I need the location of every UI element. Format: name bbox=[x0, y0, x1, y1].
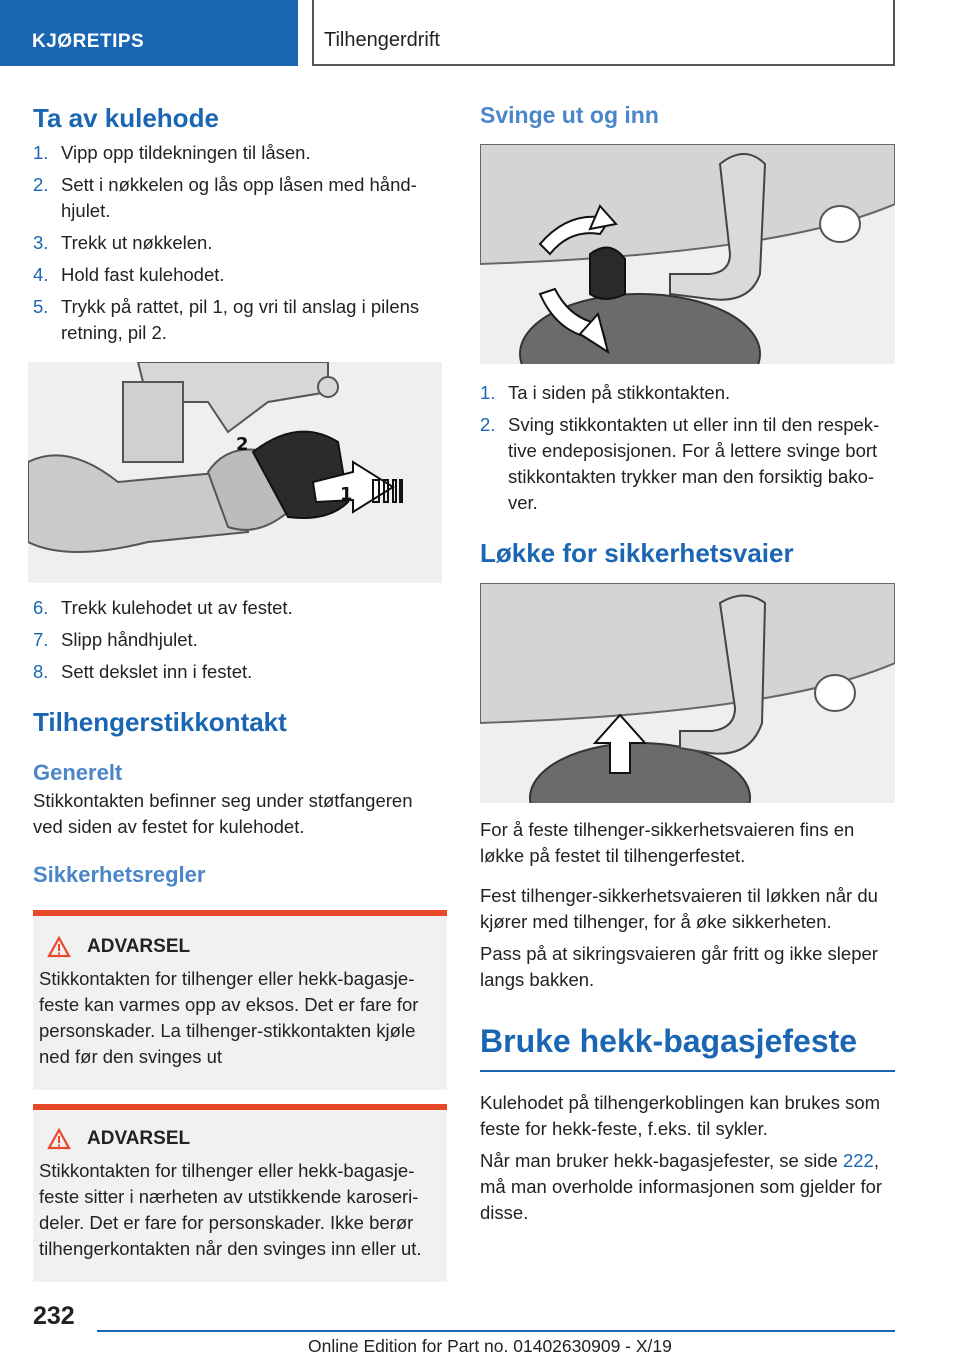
socket-heading: Tilhengerstikkontakt bbox=[33, 707, 287, 737]
loop-paragraph-1: For å feste tilhenger-sikkerhetsvaieren fins en løkke på festet til tilhengerfestet. bbox=[480, 819, 855, 866]
ballhead-illustration bbox=[28, 362, 442, 583]
step-item bbox=[480, 412, 895, 516]
warning-box-2 bbox=[33, 1104, 447, 1282]
loop-heading: Løkke for sikkerhetsvaier bbox=[480, 538, 794, 568]
step-item bbox=[33, 262, 447, 288]
arrow-1-label: 1 bbox=[340, 484, 353, 505]
step-number: 1. bbox=[480, 382, 496, 403]
arrow-2-label: 2 bbox=[236, 434, 249, 455]
socket-swing-illustration bbox=[480, 144, 895, 364]
step-number: 3. bbox=[33, 232, 49, 253]
loop-paragraph-2: Fest tilhenger-sikkerhetsvaieren til løkken når du kjører med tilhenger, for å øke sikkerheten. bbox=[480, 885, 878, 932]
step-text: Trekk kulehodet ut av festet. bbox=[61, 597, 293, 618]
rack-paragraph-2 bbox=[480, 1148, 895, 1226]
right-column bbox=[480, 100, 895, 1226]
warning-title: ADVARSEL bbox=[87, 1128, 191, 1149]
step-number: 5. bbox=[33, 296, 49, 317]
step-item bbox=[33, 230, 447, 256]
step-text: Sett dekslet inn i festet. bbox=[61, 661, 253, 682]
step-item bbox=[33, 627, 447, 653]
left-column bbox=[33, 100, 447, 1282]
loop-paragraph-3: Pass på at sikringsvaieren går fritt og ikke sleper langs bakken. bbox=[480, 943, 878, 990]
warning-text: Stikkontakten for tilhenger eller hekk-bagasjefeste sitter i nærheten av utstikkende karoserideler. Det er fare for personskader. Ikke berør tilhengerkontakten når den svinges inn eller ut. bbox=[39, 1160, 422, 1259]
remove-steps-list-cont bbox=[33, 595, 447, 685]
swing-heading: Svinge ut og inn bbox=[480, 102, 659, 128]
page-number: 232 bbox=[33, 1302, 75, 1330]
remove-steps-list bbox=[33, 140, 447, 346]
step-item bbox=[33, 140, 447, 166]
safety-loop-illustration bbox=[480, 583, 895, 803]
step-text: Trekk ut nøkkelen. bbox=[61, 232, 213, 253]
step-number: 6. bbox=[33, 597, 49, 618]
footer-edition: Online Edition for Part no. 01402630909 - X/19 bbox=[308, 1336, 672, 1356]
general-text: Stikkontakten befinner seg under støtfangeren ved siden av festet for kulehodet. bbox=[33, 790, 413, 837]
step-number: 2. bbox=[480, 414, 496, 435]
step-text: Vipp opp tildekningen til låsen. bbox=[61, 142, 311, 163]
step-text: Slipp håndhjulet. bbox=[61, 629, 198, 650]
step-number: 2. bbox=[33, 174, 49, 195]
step-text: Ta i siden på stikkontakten. bbox=[508, 382, 731, 403]
step-text: Sett i nøkkelen og lås opp låsen med håndhjulet. bbox=[61, 174, 417, 221]
warning-text: Stikkontakten for tilhenger eller hekk-bagasjefeste kan varmes opp av eksos. Det er fare for personskader. La tilhenger-stikkontakten kjøle ned før den svinges ut bbox=[39, 968, 419, 1067]
rack-paragraph-2-start: Når man bruker hekk-bagasjefester, se side bbox=[480, 1150, 843, 1171]
remove-heading: Ta av kulehode bbox=[33, 103, 219, 133]
warning-title: ADVARSEL bbox=[87, 936, 191, 957]
figure-remove-ballhead bbox=[28, 362, 442, 583]
footer-rule bbox=[97, 1330, 895, 1332]
warning-triangle-icon bbox=[47, 936, 71, 958]
swing-steps-list bbox=[480, 380, 895, 516]
step-item bbox=[33, 659, 447, 685]
step-text: Trykk på rattet, pil 1, og vri til anslag i pilens retning, pil 2. bbox=[61, 296, 420, 343]
step-number: 8. bbox=[33, 661, 49, 682]
step-number: 7. bbox=[33, 629, 49, 650]
page-reference-link[interactable]: 222 bbox=[842, 1150, 874, 1171]
figure-swing-socket bbox=[480, 144, 895, 364]
rack-paragraph-1: Kulehodet på tilhengerkoblingen kan brukes som feste for hekk-feste, f.eks. til sykler. bbox=[480, 1092, 881, 1139]
step-item bbox=[33, 595, 447, 621]
step-text: Hold fast kulehodet. bbox=[61, 264, 225, 285]
step-item bbox=[33, 294, 447, 346]
step-item bbox=[480, 380, 895, 406]
rack-heading: Bruke hekk-bagasjefeste bbox=[480, 1023, 895, 1072]
warning-triangle-icon bbox=[47, 1128, 71, 1150]
section-tab[interactable]: KJØRETIPS bbox=[0, 0, 298, 66]
chapter-title: Tilhengerdrift bbox=[324, 29, 440, 51]
step-number: 4. bbox=[33, 264, 49, 285]
step-number: 1. bbox=[33, 142, 49, 163]
step-text: Sving stikkontakten ut eller inn til den respektive endeposisjonen. For å lettere svinge bort stikkontakten trykker man den forsiktig bakover. bbox=[508, 414, 880, 513]
rack-paragraph-2-end: , må man overholde informasjonen som gjelder for disse. bbox=[480, 1150, 883, 1223]
safety-heading: Sikkerhetsregler bbox=[33, 862, 206, 887]
general-heading: Generelt bbox=[33, 760, 123, 785]
figure-safety-loop bbox=[480, 583, 895, 803]
warning-box-1 bbox=[33, 910, 447, 1090]
step-item bbox=[33, 172, 447, 224]
